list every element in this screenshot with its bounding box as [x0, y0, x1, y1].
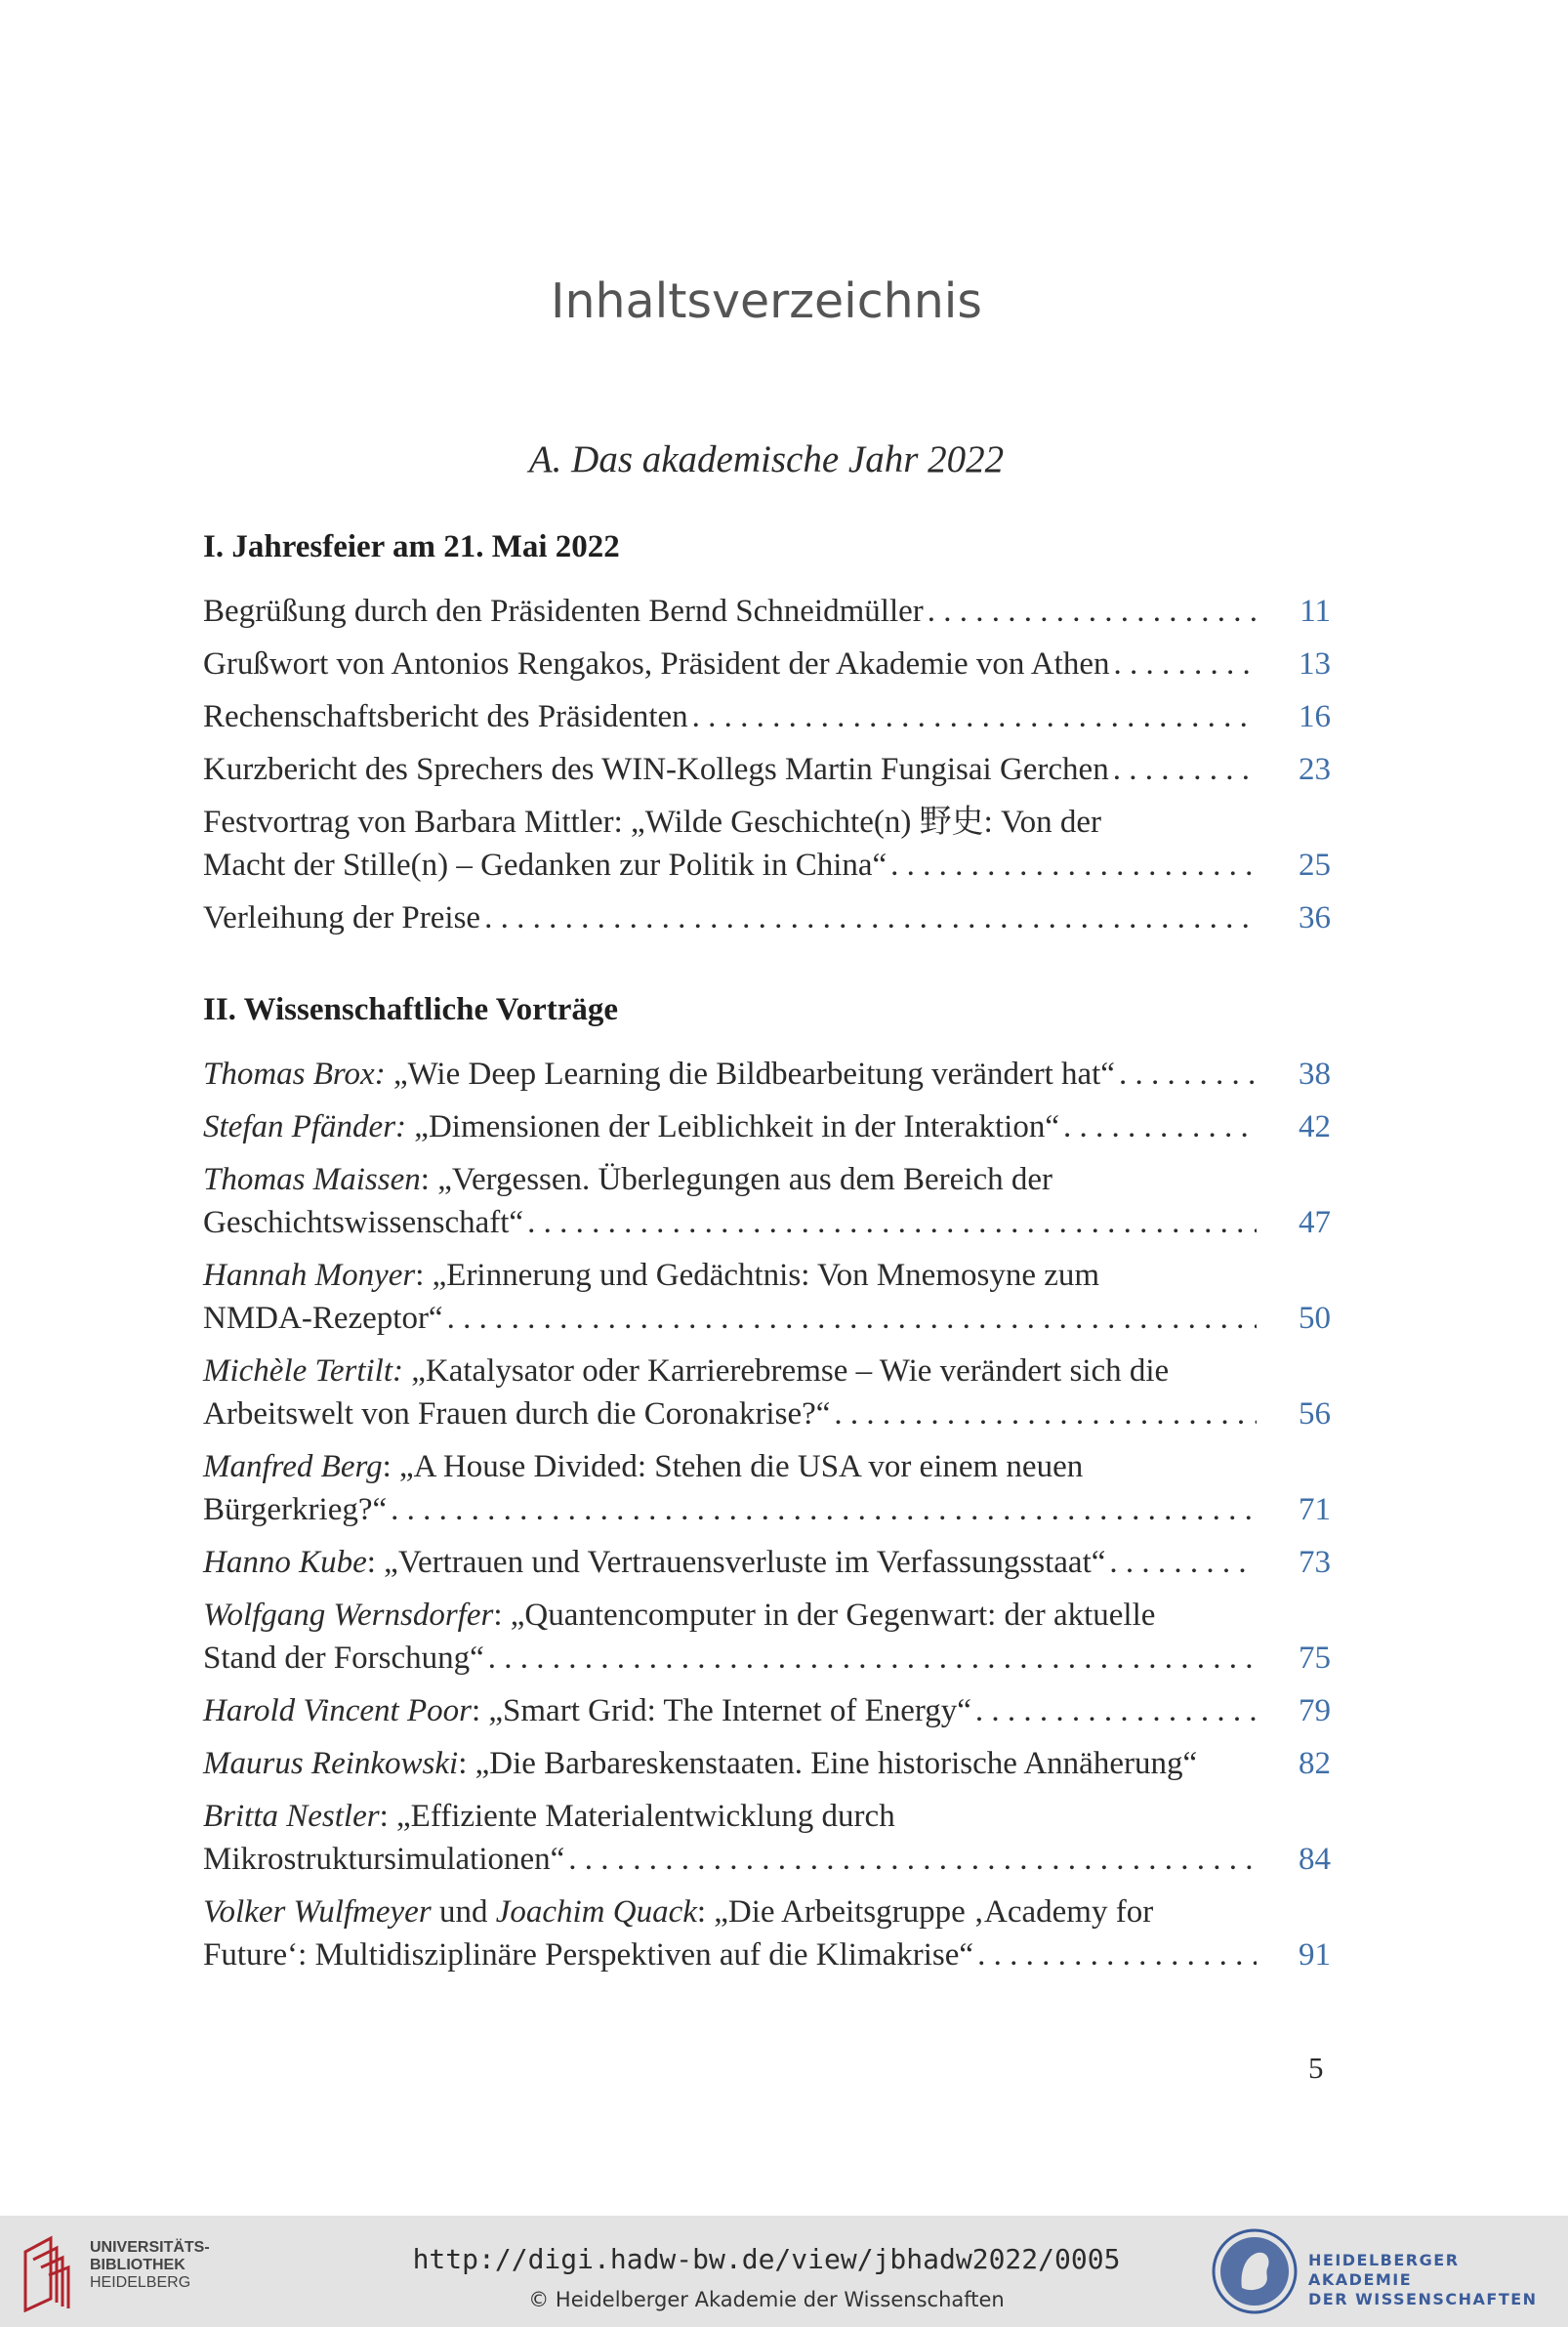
toc-entry-line: [203, 1158, 1331, 1201]
toc-entry-title: Future‘: Multidisziplinäre Perspektiven auf die Klimakrise“: [203, 1937, 974, 1973]
dot-leader: [488, 1637, 1257, 1680]
toc-entry-title: Festvortrag von Barbara Mittler: „Wilde Geschichte(n) 野史: Von der: [203, 805, 1101, 840]
toc-entry-text: [203, 748, 1109, 791]
copyright-notice: © Heidelberger Akademie der Wissenschaften: [528, 2288, 1005, 2311]
toc-page-number-link[interactable]: 36: [1299, 900, 1331, 935]
section-heading-2: II. Wissenschaftliche Vorträge: [203, 992, 619, 1027]
toc-page-number-link[interactable]: 23: [1299, 752, 1331, 787]
toc-entry-text: [203, 805, 1101, 840]
toc-entry-line: [203, 1053, 1331, 1096]
dot-leader: [692, 695, 1257, 738]
toc-page-number-link[interactable]: 56: [1299, 1396, 1331, 1432]
toc-entry-coauthor: Joachim Quack: [495, 1894, 697, 1930]
toc-entry-line: [203, 1742, 1331, 1785]
toc-entry-title: NMDA-Rezeptor“: [203, 1301, 443, 1336]
academy-name: [1308, 2251, 1568, 2309]
toc-entry-line: [203, 1891, 1331, 1933]
toc-page-number-link[interactable]: 16: [1299, 699, 1331, 734]
toc-page-number-link[interactable]: 42: [1299, 1109, 1331, 1144]
toc-page-number-link[interactable]: 13: [1299, 646, 1331, 682]
toc-entry-text: [203, 1201, 523, 1244]
toc-entry-title: Mikrostruktursimulationen“: [203, 1842, 565, 1877]
toc-page-number-link[interactable]: 38: [1299, 1057, 1331, 1092]
toc-entry[interactable]: [203, 643, 1331, 686]
toc-entry[interactable]: [203, 801, 1331, 887]
toc-entry-author: Harold Vincent Poor: [203, 1693, 472, 1728]
toc-entry-line: [203, 844, 1331, 887]
toc-entry[interactable]: [203, 590, 1331, 633]
toc-entry-title: Bürgerkrieg?“: [203, 1492, 388, 1527]
toc-entry[interactable]: [203, 695, 1331, 738]
toc-entry-author: Manfred Berg: [203, 1449, 383, 1484]
dot-leader: [975, 1689, 1257, 1732]
dot-leader: [391, 1488, 1257, 1531]
toc-entry-author: Michèle Tertilt:: [203, 1353, 403, 1389]
toc-entry-title: : „Die Arbeitsgruppe ‚Academy for: [696, 1894, 1154, 1930]
dot-leader: [1109, 1541, 1257, 1584]
toc-page-number-link[interactable]: 84: [1299, 1842, 1331, 1877]
academy-name-line: HEIDELBERGER AKADEMIE: [1308, 2251, 1460, 2289]
toc-entry-author-join: und: [431, 1894, 496, 1930]
toc-entry[interactable]: [203, 1541, 1331, 1584]
toc-entry-text: [203, 1105, 1059, 1148]
toc-entry[interactable]: [203, 1158, 1331, 1244]
toc-entry[interactable]: [203, 1742, 1331, 1785]
dot-leader: [484, 896, 1257, 939]
toc-page-number-link[interactable]: 79: [1299, 1693, 1331, 1728]
toc-entry-title: : „A House Divided: Stehen die USA vor einem neuen: [382, 1449, 1084, 1484]
toc-entry-line: [203, 1594, 1331, 1637]
toc-entry-text: [203, 1838, 564, 1881]
toc-entry-author: Thomas Brox:: [203, 1057, 386, 1092]
toc-page-number-link[interactable]: 75: [1299, 1641, 1331, 1676]
toc-page-number-link[interactable]: 50: [1299, 1301, 1331, 1336]
toc-entry-title: „Katalysator oder Karrierebremse – Wie verändert sich die: [403, 1353, 1170, 1389]
toc-page-number-link[interactable]: 25: [1299, 848, 1331, 883]
toc-entry-text: [203, 643, 1109, 686]
toc-entry[interactable]: [203, 748, 1331, 791]
toc-entry-line: [203, 1637, 1331, 1680]
toc-entry-line: [203, 1488, 1331, 1531]
toc-entry-text: [203, 1894, 1153, 1930]
toc-entry-text: [203, 1933, 973, 1976]
toc-entry-text: [203, 1297, 443, 1340]
library-name-line: UNIVERSITÄTS-: [90, 2239, 210, 2256]
toc-entry-line: [203, 1445, 1331, 1488]
academy-seal-icon: [1211, 2227, 1299, 2315]
toc-entry-text: [203, 590, 924, 633]
dot-leader: [1063, 1105, 1257, 1148]
dot-leader: [1119, 1053, 1257, 1096]
toc-entry-line: [203, 1795, 1331, 1838]
toc-entry-text: [203, 1689, 971, 1732]
toc-entry-text: [203, 1353, 1169, 1389]
toc-entry-line: [203, 643, 1331, 686]
dot-leader: [1113, 643, 1257, 686]
toc-entry-text: [203, 1258, 1099, 1293]
toc-entry-author: Hannah Monyer: [203, 1258, 416, 1293]
toc-entry-line: [203, 1297, 1331, 1340]
toc-entry-line: [203, 896, 1331, 939]
toc-entry-author: Maurus Reinkowski: [203, 1746, 459, 1781]
toc-entry-text: [203, 695, 688, 738]
page-number: 5: [1308, 2051, 1324, 2085]
toc-entry-text: [203, 1637, 484, 1680]
toc-entry-title: : „Effiziente Materialentwicklung durch: [379, 1799, 895, 1834]
toc-entry[interactable]: [203, 1053, 1331, 1096]
toc-entry-text: [203, 896, 480, 939]
toc-page-number-link[interactable]: 11: [1300, 594, 1331, 629]
library-name-line: HEIDELBERG: [90, 2274, 191, 2291]
page-title: Inhaltsverzeichnis: [551, 273, 982, 329]
toc-entry[interactable]: [203, 1445, 1331, 1531]
toc-entry-title: : „Vertrauen und Vertrauensverluste im Verfassungsstaat“: [366, 1545, 1106, 1580]
toc-entry-author: Volker Wulfmeyer: [203, 1894, 432, 1930]
toc-entry-title: Kurzbericht des Sprechers des WIN-Kollegs Martin Fungisai Gerchen: [203, 752, 1109, 787]
toc-entry-title: Rechenschaftsbericht des Präsidenten: [203, 699, 688, 734]
source-url-link[interactable]: http://digi.hadw-bw.de/view/jbhadw2022/0005: [412, 2243, 1121, 2275]
dot-leader: [834, 1392, 1257, 1435]
dot-leader: [1113, 748, 1257, 791]
toc-entry-author: Hanno Kube: [203, 1545, 367, 1580]
toc-entry-title: Arbeitswelt von Frauen durch die Coronakrise?“: [203, 1396, 831, 1432]
toc-entry-text: [203, 1541, 1105, 1584]
dot-leader: [890, 844, 1257, 887]
toc-entry-author: Thomas Maissen: [203, 1162, 421, 1197]
toc-entry-text: [203, 844, 887, 887]
toc-entry-line: [203, 1838, 1331, 1881]
library-name-line: BIBLIOTHEK: [90, 2257, 186, 2273]
toc-entry[interactable]: [203, 1105, 1331, 1148]
toc-entry[interactable]: [203, 1254, 1331, 1340]
dot-leader: [568, 1838, 1257, 1881]
toc-entry-text: [203, 1488, 387, 1531]
toc-page-number-link[interactable]: 82: [1299, 1746, 1331, 1781]
toc-entry-title: Stand der Forschung“: [203, 1641, 484, 1676]
toc-entry-title: : „Erinnerung und Gedächtnis: Von Mnemosyne zum: [415, 1258, 1100, 1293]
toc-entry-line: [203, 1689, 1331, 1732]
part-heading: A. Das akademische Jahr 2022: [528, 438, 1005, 480]
toc-entry-line: [203, 590, 1331, 633]
toc-page-number-link[interactable]: 73: [1299, 1545, 1331, 1580]
toc-entry-title: Macht der Stille(n) – Gedanken zur Politik in China“: [203, 848, 887, 883]
toc-entry-line: [203, 1201, 1331, 1244]
toc-entry[interactable]: [203, 1689, 1331, 1732]
toc-entry-line: [203, 801, 1331, 844]
toc-entry-text: [203, 1449, 1083, 1484]
dot-leader: [527, 1201, 1257, 1244]
toc-entry-line: [203, 695, 1331, 738]
toc-entry-title: : „Smart Grid: The Internet of Energy“: [471, 1693, 971, 1728]
toc-entry[interactable]: [203, 896, 1331, 939]
toc-entry-title: „Wie Deep Learning die Bildbearbeitung verändert hat“: [385, 1057, 1115, 1092]
toc-entry-text: [203, 1799, 895, 1834]
toc-entry-text: [203, 1392, 830, 1435]
toc-entry-text: [203, 1162, 1052, 1197]
toc-entry-line: [203, 1541, 1331, 1584]
toc-entry-title: : „Die Barbareskenstaaten. Eine historische Annäherung“: [458, 1746, 1198, 1781]
dot-leader: [977, 1933, 1257, 1976]
toc-entry-author: Stefan Pfänder:: [203, 1109, 407, 1144]
toc-entry-line: [203, 748, 1331, 791]
toc-entry-author: Britta Nestler: [203, 1799, 380, 1834]
toc-entry-title: Grußwort von Antonios Rengakos, Präsident der Akademie von Athen: [203, 646, 1110, 682]
toc-entry-text: [203, 1598, 1155, 1633]
toc-entry[interactable]: [203, 1891, 1331, 1976]
toc-entry-line: [203, 1350, 1331, 1392]
dot-leader: [928, 590, 1257, 633]
toc-entry-author: Wolfgang Wernsdorfer: [203, 1598, 494, 1633]
toc-entry-title: Verleihung der Preise: [203, 900, 481, 935]
dot-leader: [447, 1297, 1257, 1340]
toc-entry-title: Geschichtswissenschaft“: [203, 1205, 524, 1240]
toc-entry-title: „Dimensionen der Leiblichkeit in der Interaktion“: [406, 1109, 1059, 1144]
toc-entry-line: [203, 1105, 1331, 1148]
toc-entry-title: : „Vergessen. Überlegungen aus dem Bereich der: [420, 1162, 1053, 1197]
toc-entry-line: [203, 1392, 1331, 1435]
toc-entry-text: [203, 1742, 1197, 1785]
toc-entry[interactable]: [203, 1795, 1331, 1881]
toc-entry-title: : „Quantencomputer in der Gegenwart: der aktuelle: [493, 1598, 1156, 1633]
toc-entry-line: [203, 1933, 1331, 1976]
toc-page-number-link[interactable]: 47: [1299, 1205, 1331, 1240]
toc-page-number-link[interactable]: 71: [1299, 1492, 1331, 1527]
toc-entry[interactable]: [203, 1350, 1331, 1435]
toc-entry-text: [203, 1053, 1115, 1096]
footer-bar: [0, 2216, 1568, 2327]
toc-page-number-link[interactable]: 91: [1299, 1937, 1331, 1973]
section-heading-1: I. Jahresfeier am 21. Mai 2022: [203, 529, 620, 564]
academy-name-line: DER WISSENSCHAFTEN: [1308, 2290, 1538, 2308]
toc-entry[interactable]: [203, 1594, 1331, 1680]
toc-entry-line: [203, 1254, 1331, 1297]
toc-entry-title: Begrüßung durch den Präsidenten Bernd Schneidmüller: [203, 594, 924, 629]
